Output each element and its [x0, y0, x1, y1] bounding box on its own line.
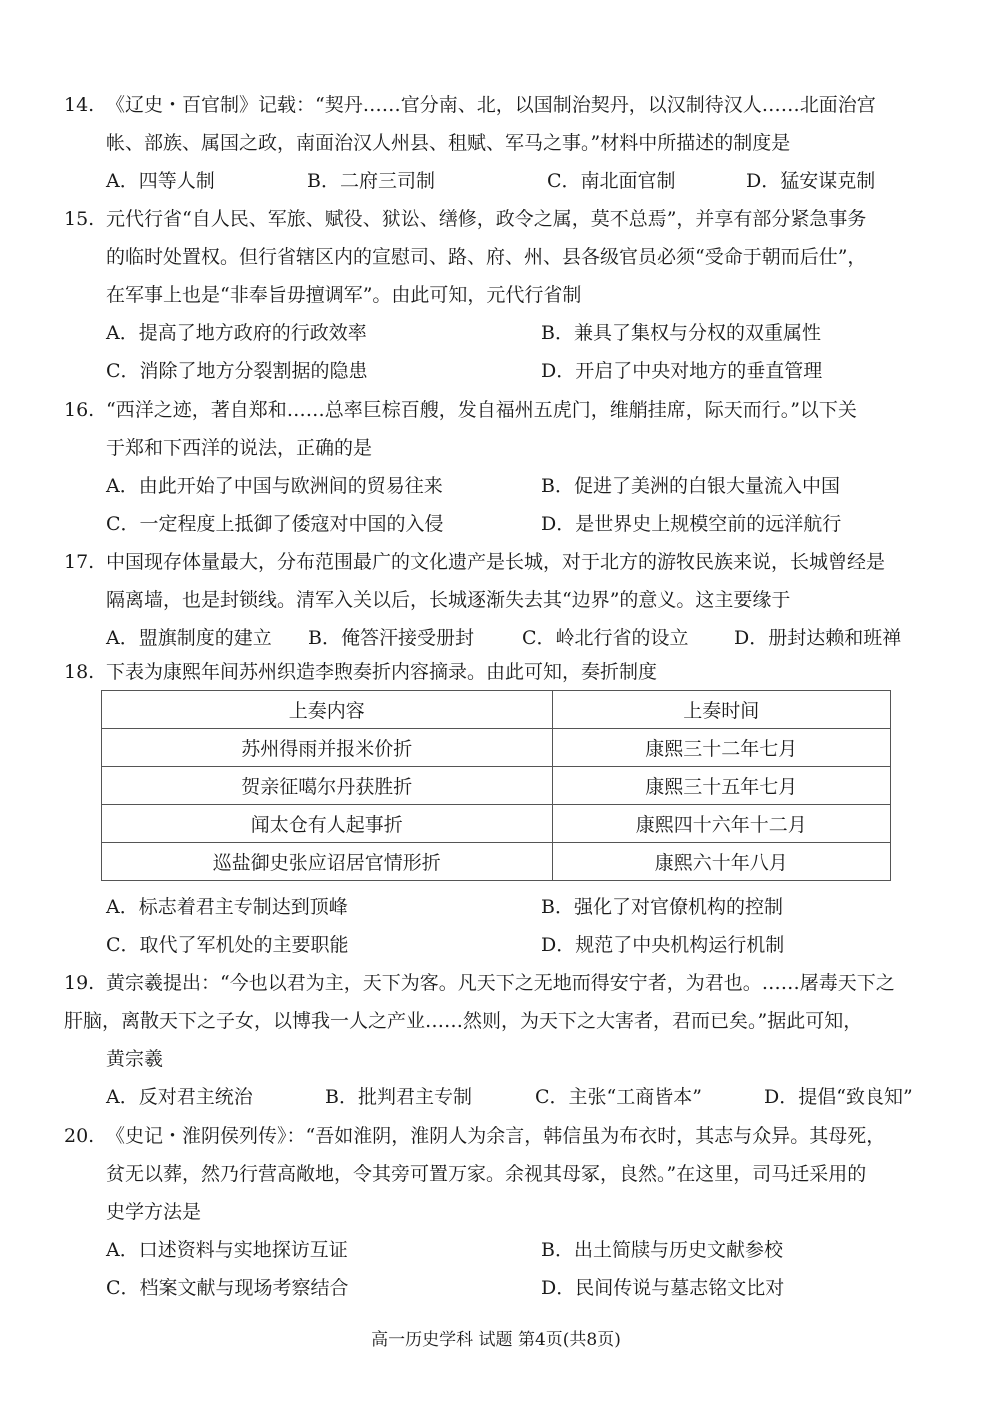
option-c: C．主张“工商皆本” — [535, 1086, 702, 1108]
question-number: 16. — [64, 399, 95, 421]
options-row — [64, 314, 934, 352]
question-number: 17. — [64, 551, 95, 573]
table-cell: 康熙三十二年七月 — [552, 729, 890, 767]
table-cell: 巡盐御史张应诏居官情形折 — [102, 843, 553, 881]
options-row — [64, 1269, 934, 1307]
table-cell: 康熙四十六年十二月 — [552, 805, 890, 843]
option-c: C．岭北行省的设立 — [522, 627, 689, 649]
question-text: 下表为康熙年间苏州织造李煦奏折内容摘录。由此可知，奏折制度 — [106, 661, 658, 683]
option-c: C．消除了地方分裂割据的隐患 — [106, 360, 368, 382]
question-text: 肝脑，离散天下之子女，以博我一人之产业……然则，为天下之大害者，君而已矣。”据此可知， — [64, 1010, 863, 1032]
question-number: 15. — [64, 208, 95, 230]
question-text: 于郑和下西洋的说法，正确的是 — [106, 437, 373, 459]
question-text: 中国现存体量最大，分布范围最广的文化遗产是长城，对于北方的游牧民族来说，长城曾经是 — [106, 551, 886, 573]
question-text: 史学方法是 — [106, 1201, 202, 1223]
option-d: D．猛安谋克制 — [746, 170, 876, 192]
options-row — [64, 467, 934, 505]
option-d: D．是世界史上规模空前的远洋航行 — [541, 513, 842, 535]
table-row — [102, 729, 891, 767]
question-text: 隔离墙，也是封锁线。清军入关以后，长城逐渐失去其“边界”的意义。这主要缘于 — [106, 589, 791, 611]
option-b: B．俺答汗接受册封 — [308, 627, 474, 649]
option-b: B．二府三司制 — [307, 170, 435, 192]
question-15 — [64, 200, 934, 390]
option-a: A．口述资料与实地探访互证 — [106, 1239, 348, 1261]
question-14 — [64, 86, 934, 200]
question-text: 黄宗羲 — [106, 1048, 164, 1070]
options-row — [64, 1078, 934, 1116]
table-row — [102, 767, 891, 805]
option-a: A．标志着君主专制达到顶峰 — [106, 896, 348, 918]
table-cell: 康熙六十年八月 — [552, 843, 890, 881]
page-footer: 高一历史学科 试题 第4页(共8页) — [371, 1330, 621, 1350]
option-a: A．盟旗制度的建立 — [106, 627, 272, 649]
option-c: C．档案文献与现场考察结合 — [106, 1277, 349, 1299]
question-text: 贫无以葬，然乃行营高敞地，令其旁可置万家。余视其母冢，良然。”在这里，司马迁采用的 — [106, 1163, 867, 1185]
option-d: D．民间传说与墓志铭文比对 — [541, 1277, 785, 1299]
option-b: B．兼具了集权与分权的双重属性 — [541, 322, 821, 344]
options-row — [64, 352, 934, 390]
option-c: C．一定程度上抵御了倭寇对中国的入侵 — [106, 513, 444, 535]
option-a: A．四等人制 — [106, 170, 215, 192]
question-text: 黄宗羲提出：“今也以君为主，天下为客。凡天下之无地而得安宁者，为君也。……屠毒天下之 — [106, 972, 895, 994]
question-16 — [64, 391, 934, 543]
question-18-options — [64, 888, 934, 964]
option-d: D．开启了中央对地方的垂直管理 — [541, 360, 823, 382]
table-header-row — [102, 691, 891, 729]
options-row — [64, 619, 934, 657]
options-row — [64, 162, 934, 200]
question-number: 18. — [64, 661, 95, 683]
question-text: 的临时处置权。但行省辖区内的宣慰司、路、府、州、县各级官员必须“受命于朝而后仕”， — [106, 246, 867, 268]
table-cell: 贺亲征噶尔丹获胜折 — [102, 767, 553, 805]
table-row — [102, 805, 891, 843]
question-18 — [64, 653, 934, 691]
options-row — [64, 926, 934, 964]
option-c: C．取代了军机处的主要职能 — [106, 934, 349, 956]
question-19 — [64, 964, 934, 1116]
option-a: A．由此开始了中国与欧洲间的贸易往来 — [106, 475, 443, 497]
option-c: C．南北面官制 — [547, 170, 676, 192]
question-17 — [64, 543, 934, 657]
question-text: 在军事上也是“非奉旨毋擅调军”。由此可知，元代行省制 — [106, 284, 582, 306]
option-b: B．批判君主专制 — [325, 1086, 472, 1108]
option-d: D．提倡“致良知” — [764, 1086, 913, 1108]
question-text: 《辽史・百官制》记载：“契丹……官分南、北，以国制治契丹，以汉制待汉人……北面治宫 — [106, 94, 876, 116]
table-row — [102, 843, 891, 881]
question-text: “西洋之迹，著自郑和……总率巨棕百艘，发自福州五虎门，维艄挂席，际天而行。”以下关 — [106, 399, 857, 421]
question-text: 帐、部族、属国之政，南面治汉人州县、租赋、军马之事。”材料中所描述的制度是 — [106, 132, 791, 154]
option-d: D．规范了中央机构运行机制 — [541, 934, 785, 956]
table-header: 上奏时间 — [552, 691, 890, 729]
table-header: 上奏内容 — [102, 691, 553, 729]
options-row — [64, 888, 934, 926]
option-a: A．提高了地方政府的行政效率 — [106, 322, 367, 344]
option-b: B．促进了美洲的白银大量流入中国 — [541, 475, 840, 497]
question-text: 元代行省“自人民、军旅、赋役、狱讼、缮修，政令之属，莫不总焉”，并享有部分紧急事务 — [106, 208, 867, 230]
question-number: 19. — [64, 972, 95, 994]
option-b: B．强化了对官僚机构的控制 — [541, 896, 783, 918]
option-d: D．册封达赖和班禅 — [734, 627, 902, 649]
option-a: A．反对君主统治 — [106, 1086, 253, 1108]
memorial-table — [101, 690, 891, 881]
options-row — [64, 1231, 934, 1269]
table-cell: 康熙三十五年七月 — [552, 767, 890, 805]
option-b: B．出土简牍与历史文献参校 — [541, 1239, 783, 1261]
options-row — [64, 505, 934, 543]
question-number: 20. — [64, 1125, 95, 1147]
table-cell: 闻太仓有人起事折 — [102, 805, 553, 843]
question-20 — [64, 1117, 934, 1307]
question-text: 《史记・淮阴侯列传》：“吾如淮阴，淮阴人为余言，韩信虽为布衣时，其志与众异。其母死， — [106, 1125, 886, 1147]
question-number: 14. — [64, 94, 95, 116]
table-cell: 苏州得雨并报米价折 — [102, 729, 553, 767]
